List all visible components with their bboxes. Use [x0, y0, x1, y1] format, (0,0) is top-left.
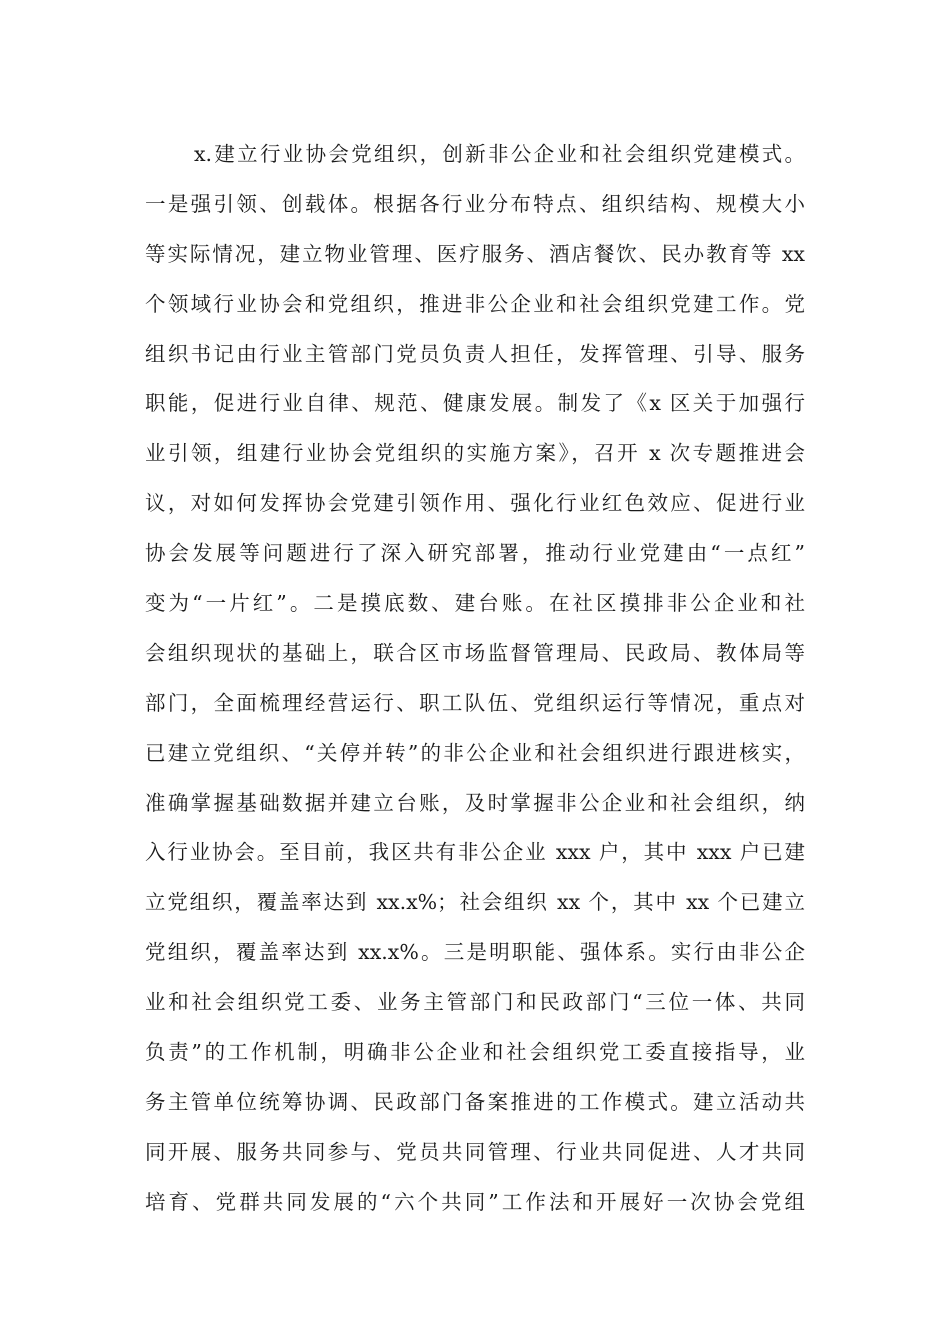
paragraph-line: x.建立行业协会党组织，创新非公企业和社会组织党建模式。 [194, 142, 805, 166]
paragraph-line: 业引领，组建行业协会党组织的实施方案》，召开 x 次专题推进会 [145, 441, 805, 466]
paragraph-line: 职能，促进行业自律、规范、健康发展。制发了《x 区关于加强行 [145, 391, 805, 416]
paragraph-line: 已建立党组织、“关停并转”的非公企业和社会组织进行跟进核实， [145, 740, 805, 765]
paragraph-line: 议，对如何发挥协会党建引领作用、强化行业红色效应、促进行业 [145, 491, 805, 516]
paragraph-line: 党组织，覆盖率达到 xx.x%。三是明职能、强体系。实行由非公企 [145, 940, 805, 965]
paragraph-line: 会组织现状的基础上，联合区市场监督管理局、民政局、教体局等 [145, 640, 805, 665]
paragraph-line: 协会发展等问题进行了深入研究部署，推动行业党建由“一点红” [145, 541, 805, 566]
paragraph-line: 变为“一片红”。二是摸底数、建台账。在社区摸排非公企业和社 [145, 591, 805, 616]
paragraph-line: 一是强引领、创载体。根据各行业分布特点、组织结构、规模大小 [145, 191, 805, 216]
paragraph-line: 立党组织，覆盖率达到 xx.x%；社会组织 xx 个，其中 xx 个已建立 [145, 890, 805, 915]
body-paragraph [145, 130, 805, 1228]
paragraph-line: 部门，全面梳理经营运行、职工队伍、党组织运行等情况，重点对 [145, 690, 805, 715]
paragraph-line: 同开展、服务共同参与、党员共同管理、行业共同促进、人才共同 [145, 1139, 805, 1164]
paragraph-line: 准确掌握基础数据并建立台账，及时掌握非公企业和社会组织，纳 [145, 790, 805, 815]
paragraph-line: 负责”的工作机制，明确非公企业和社会组织党工委直接指导，业 [145, 1040, 805, 1065]
paragraph-line: 培育、党群共同发展的“六个共同”工作法和开展好一次协会党组 [145, 1189, 805, 1214]
paragraph-line: 务主管单位统筹协调、民政部门备案推进的工作模式。建立活动共 [145, 1089, 805, 1114]
paragraph-line: 个领域行业协会和党组织，推进非公企业和社会组织党建工作。党 [145, 291, 805, 316]
paragraph-line: 组织书记由行业主管部门党员负责人担任，发挥管理、引导、服务 [145, 341, 805, 366]
paragraph-line: 等实际情况，建立物业管理、医疗服务、酒店餐饮、民办教育等 xx [145, 241, 805, 266]
paragraph-line: 业和社会组织党工委、业务主管部门和民政部门“三位一体、共同 [145, 990, 805, 1015]
paragraph-line: 入行业协会。至目前，我区共有非公企业 xxx 户，其中 xxx 户已建 [145, 840, 805, 865]
